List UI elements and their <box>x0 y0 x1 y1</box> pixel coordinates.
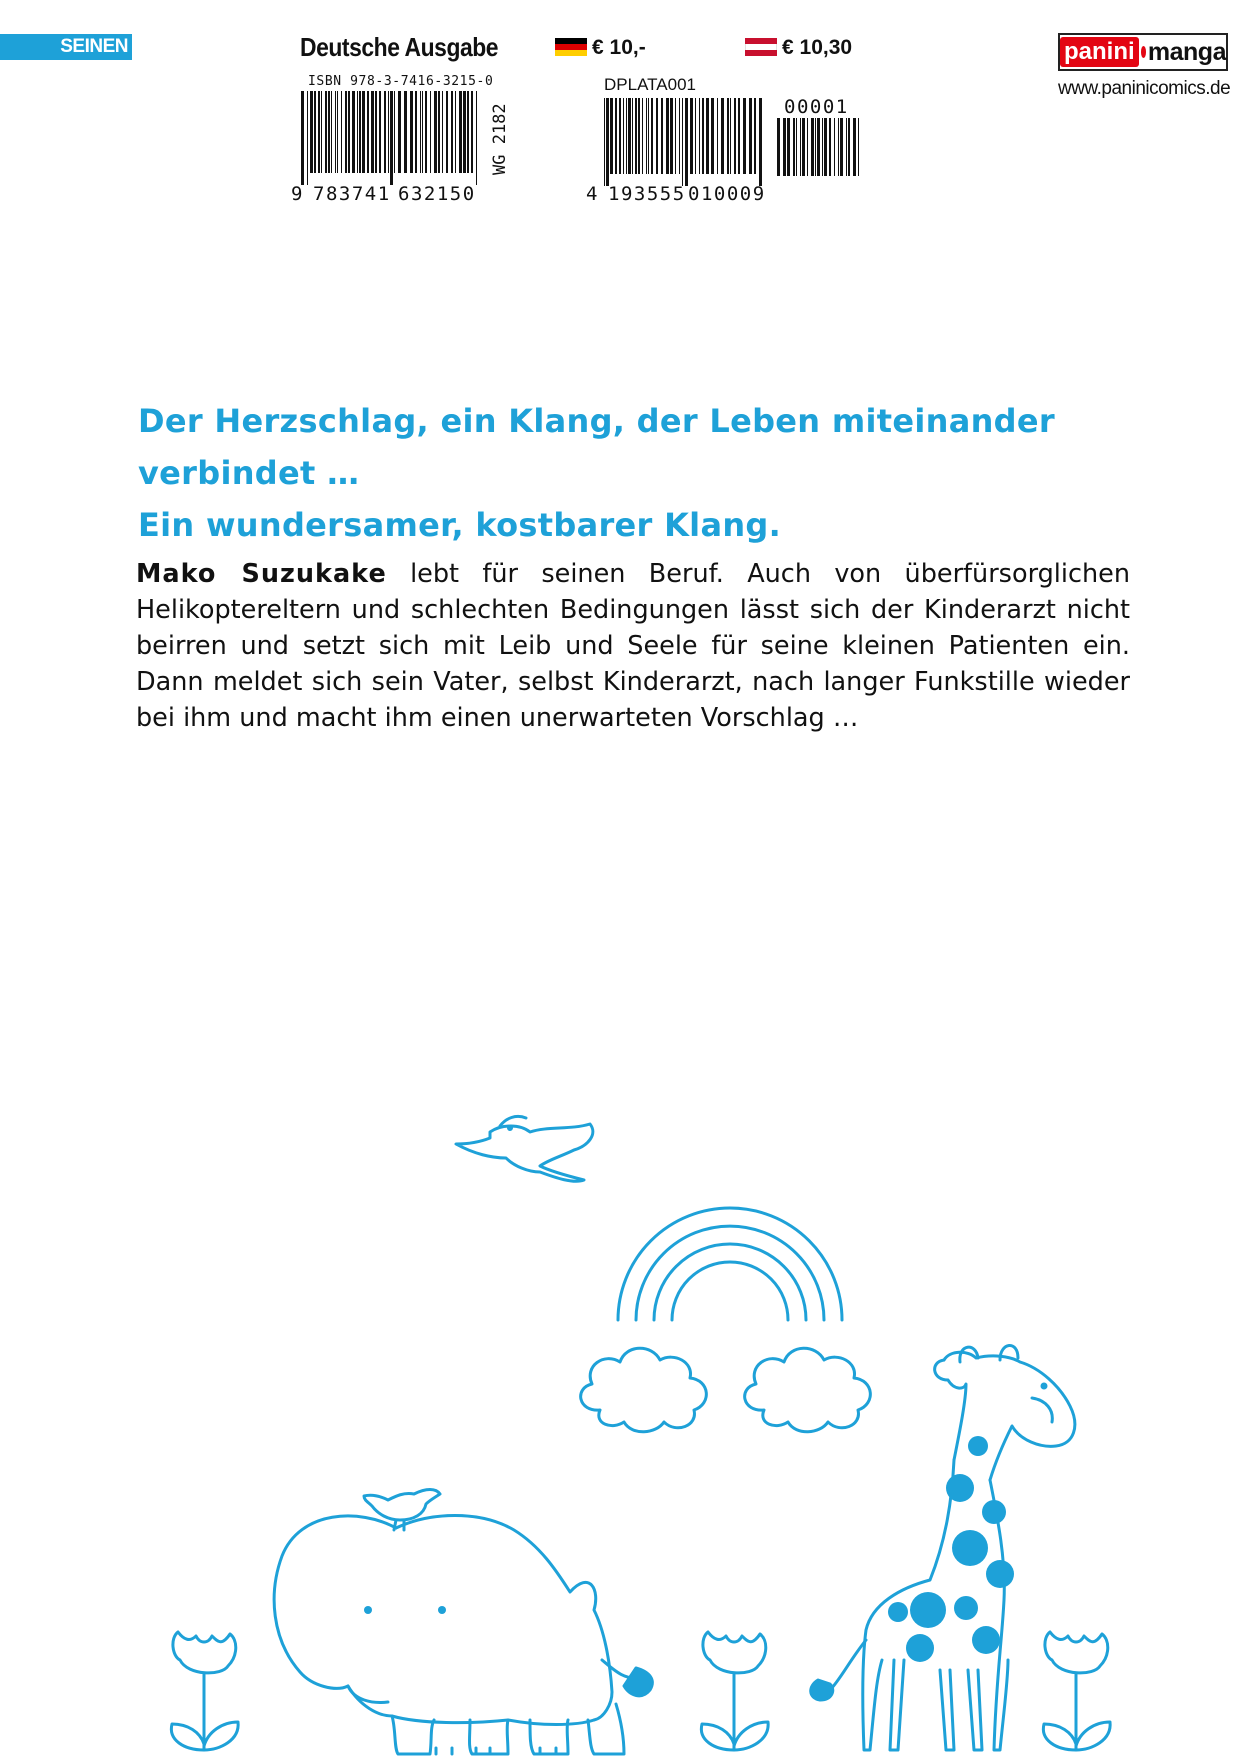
price-austria <box>745 36 852 60</box>
tagline-line-2: Ein wundersamer, kostbarer Klang. <box>138 506 782 544</box>
cloud-icon <box>581 1348 707 1432</box>
edition-title: Deutsche Ausgabe <box>300 32 499 62</box>
blurb-text: lebt für seinen Beruf. Auch von überfürsorglichen Helikoptereltern und schlechten Bedingungen lässt sich der Kinderarzt nicht beirren und setzt sich mit Leib und Seele für seine kleinen Patienten ein. Dann meldet sich sein Vater, selbst Kinderarzt, nach langer Funkstille wieder bei ihm und macht ihm einen unerwarteten Vorschlag … <box>136 559 1130 733</box>
ean-group-1: 193555 <box>608 183 686 205</box>
wg-code: WG 2182 <box>490 103 510 175</box>
price-austria-amount: € 10,30 <box>782 36 853 59</box>
austrian-flag-icon <box>745 38 777 56</box>
german-flag-icon <box>555 38 587 56</box>
giraffe-icon <box>811 1345 1075 1750</box>
blurb-name: Mako Suzukake <box>136 559 387 589</box>
publisher-website: www.paninicomics.de <box>1058 78 1231 99</box>
genre-tab: SEINEN <box>0 34 132 60</box>
tulip-icon <box>1043 1632 1110 1750</box>
tagline <box>138 395 1238 551</box>
isbn-first-digit: 9 <box>291 183 303 205</box>
ean-group-2: 010009 <box>688 183 766 205</box>
logo-manga-text: manga <box>1147 37 1226 66</box>
elephant-icon <box>274 1516 652 1755</box>
panini-manga-logo <box>1058 33 1228 71</box>
logo-panini-text: panini <box>1060 37 1139 67</box>
bird-icon <box>456 1116 593 1181</box>
price-germany <box>555 36 646 60</box>
ean-barcode <box>604 98 764 186</box>
isbn-group-2: 632150 <box>398 183 476 205</box>
tulip-icon <box>701 1632 768 1750</box>
rainbow-icon <box>618 1208 842 1320</box>
giraffe-spots <box>888 1436 1014 1662</box>
isbn-barcode <box>301 91 481 185</box>
isbn-group-1: 783741 <box>313 183 391 205</box>
ean-addon-barcode <box>777 118 863 188</box>
tagline-line-1: Der Herzschlag, ein Klang, der Leben miteinander verbindet … <box>138 402 1055 492</box>
cloud-icon <box>745 1348 871 1432</box>
ean-first-digit: 4 <box>586 183 598 205</box>
ean-addon-digits: 00001 <box>784 96 849 118</box>
logo-dot-icon <box>1141 46 1146 58</box>
isbn-line: ISBN 978-3-7416-3215-0 <box>308 74 494 89</box>
blurb-paragraph <box>136 556 1130 736</box>
ean-code-label: DPLATA001 <box>604 75 696 94</box>
tulip-icon <box>171 1632 238 1750</box>
illustration <box>0 1100 1257 1761</box>
price-germany-amount: € 10,- <box>592 36 646 59</box>
